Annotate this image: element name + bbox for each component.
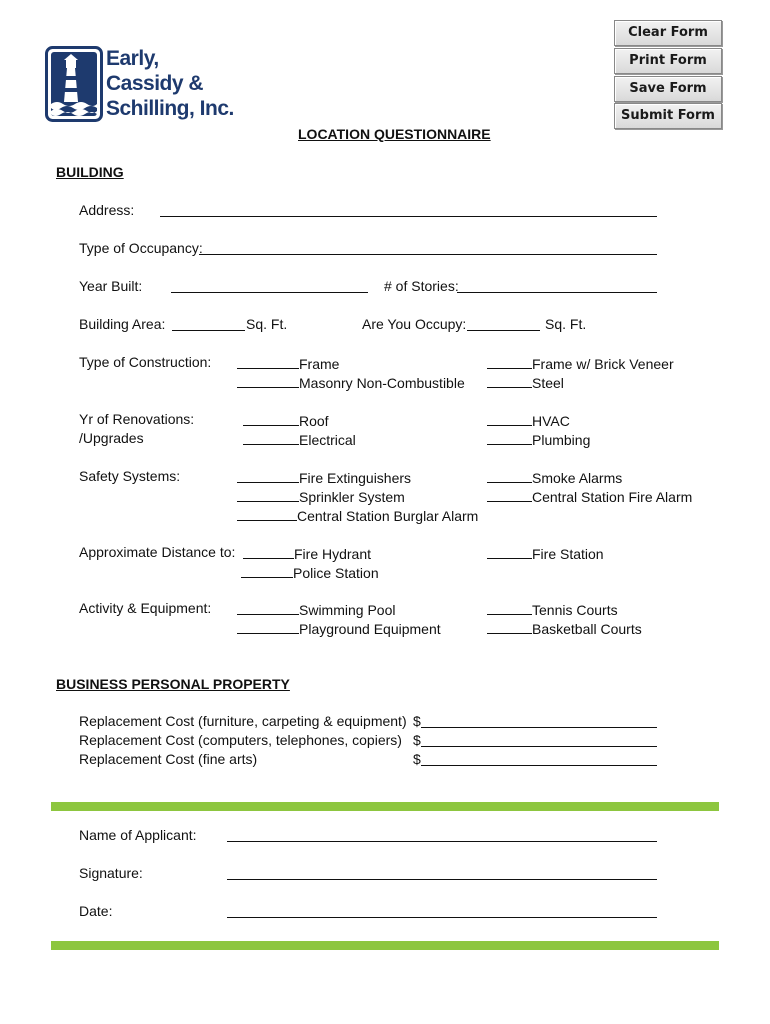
signature-field[interactable] [227,879,657,880]
replacement-cost-field[interactable] [421,727,657,728]
building-area-field[interactable] [172,330,245,331]
replacement-cost-field[interactable] [421,765,657,766]
applicant-name-field[interactable] [227,841,657,842]
construction-option[interactable]: Steel [487,373,564,392]
year-built-field[interactable] [171,292,368,293]
logo-line-2: Cassidy & [106,72,204,95]
logo-line-1: Early, [106,47,159,70]
construction-label: Type of Construction: [79,354,212,370]
replacement-cost-label: Replacement Cost (furniture, carpeting & equipment) [79,713,407,729]
renovations-label-2: /Upgrades [79,430,144,446]
renovation-option[interactable]: HVAC [487,411,570,430]
date-label: Date: [79,903,113,919]
renovations-label: Yr of Renovations: [79,411,195,427]
clear-form-button[interactable]: Clear Form [614,20,722,46]
currency-sign: $ [413,732,421,748]
construction-option[interactable]: Frame [237,354,339,373]
safety-option[interactable]: Central Station Fire Alarm [487,487,692,506]
section-divider [51,941,719,950]
print-form-button[interactable]: Print Form [614,48,722,74]
occupancy-label: Type of Occupancy: [79,240,203,256]
occupancy-field[interactable] [199,254,657,255]
distance-option[interactable]: Fire Station [487,544,604,563]
you-occupy-field[interactable] [467,330,540,331]
renovation-option[interactable]: Electrical [243,430,356,449]
lighthouse-logo-icon [45,46,103,122]
you-occupy-unit: Sq. Ft. [545,316,587,332]
activity-option[interactable]: Swimming Pool [237,600,395,619]
applicant-name-label: Name of Applicant: [79,827,197,843]
safety-option[interactable]: Fire Extinguishers [237,468,411,487]
year-built-label: Year Built: [79,278,143,294]
bpp-heading: BUSINESS PERSONAL PROPERTY [56,676,290,692]
distance-option[interactable]: Fire Hydrant [243,544,371,563]
page-title: LOCATION QUESTIONNAIRE [298,126,491,142]
save-form-button[interactable]: Save Form [614,76,722,102]
building-area-unit: Sq. Ft. [246,316,288,332]
safety-option[interactable]: Smoke Alarms [487,468,622,487]
activity-option[interactable]: Tennis Courts [487,600,618,619]
distance-label: Approximate Distance to: [79,544,236,560]
submit-form-button[interactable]: Submit Form [614,103,722,129]
construction-option[interactable]: Masonry Non-Combustible [237,373,465,392]
replacement-cost-label: Replacement Cost (fine arts) [79,751,258,767]
you-occupy-label: Are You Occupy: [362,316,467,332]
safety-label: Safety Systems: [79,468,181,484]
building-area-label: Building Area: [79,316,166,332]
renovation-option[interactable]: Plumbing [487,430,590,449]
distance-option[interactable]: Police Station [241,563,379,582]
stories-field[interactable] [457,292,657,293]
activity-option[interactable]: Playground Equipment [237,619,441,638]
currency-sign: $ [413,751,421,767]
replacement-cost-label: Replacement Cost (computers, telephones, copiers) [79,732,402,748]
address-label: Address: [79,202,135,218]
stories-label: # of Stories: [384,278,459,294]
address-field[interactable] [160,216,657,217]
logo-line-3: Schilling, Inc. [106,97,234,120]
safety-option[interactable]: Central Station Burglar Alarm [237,506,478,525]
renovation-option[interactable]: Roof [243,411,329,430]
currency-sign: $ [413,713,421,729]
section-divider [51,802,719,811]
activity-option[interactable]: Basketball Courts [487,619,642,638]
activity-label: Activity & Equipment: [79,600,212,616]
replacement-cost-field[interactable] [421,746,657,747]
signature-label: Signature: [79,865,143,881]
construction-option[interactable]: Frame w/ Brick Veneer [487,354,674,373]
building-heading: BUILDING [56,164,124,180]
safety-option[interactable]: Sprinkler System [237,487,405,506]
date-field[interactable] [227,917,657,918]
